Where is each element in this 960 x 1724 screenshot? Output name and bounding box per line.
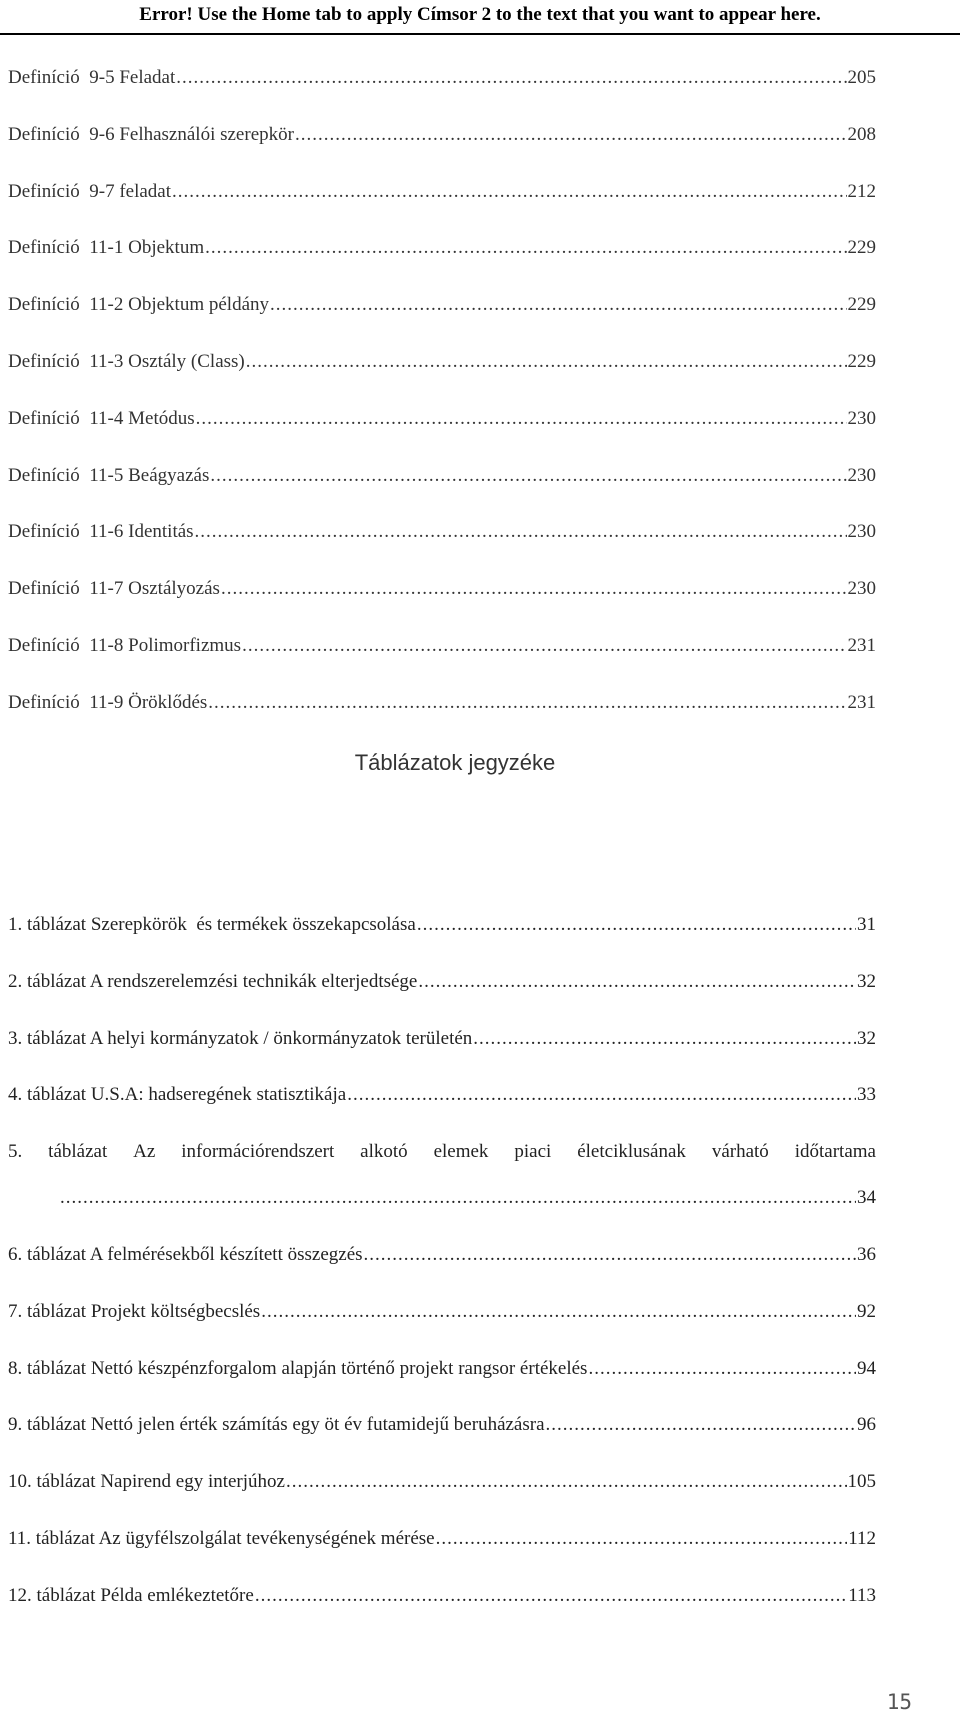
word: időtartama xyxy=(794,1141,876,1163)
entry-label: Definíció 11-9 Öröklődés xyxy=(8,691,208,713)
entry-label-justified xyxy=(8,1137,876,1167)
entry-page: 33 xyxy=(857,1084,876,1106)
dot-leader xyxy=(546,1410,856,1440)
entry-label: Definíció 11-3 Osztály (Class) xyxy=(8,350,245,372)
dot-leader xyxy=(221,574,847,604)
entry-page: 94 xyxy=(857,1357,876,1379)
entry-page: 105 xyxy=(847,1471,876,1493)
entry-label: Definíció 11-1 Objektum xyxy=(8,237,205,259)
dot-leader xyxy=(176,63,846,93)
entry-label: 2. táblázat A rendszerelemzési technikák elterjedtsége xyxy=(8,970,418,992)
entry-page: 230 xyxy=(847,578,876,600)
entry-page: 36 xyxy=(857,1243,876,1265)
toc-entry-definition[interactable] xyxy=(8,404,876,461)
toc-entry-definition[interactable] xyxy=(8,517,876,574)
entry-page: 229 xyxy=(847,237,876,259)
page-number: 15 xyxy=(886,1690,912,1714)
dot-leader xyxy=(261,1297,856,1327)
toc-entry-table-wrapped-line1[interactable] xyxy=(8,1137,876,1183)
dot-leader xyxy=(364,1240,856,1270)
toc-entry-table[interactable] xyxy=(8,910,876,967)
dot-leader xyxy=(347,1080,856,1110)
entry-page: 231 xyxy=(847,634,876,656)
tables-section-title: Táblázatok jegyzéke xyxy=(354,750,556,775)
toc-entry-definition[interactable] xyxy=(8,688,876,745)
toc-entry-table[interactable] xyxy=(8,1410,876,1467)
dot-leader xyxy=(196,404,847,434)
dot-leader xyxy=(295,120,847,150)
entry-label: 11. táblázat Az ügyfélszolgálat tevékenységének mérése xyxy=(8,1527,435,1549)
entry-label: 12. táblázat Példa emlékeztetőre xyxy=(8,1584,254,1606)
entry-label: 10. táblázat Napirend egy interjúhoz xyxy=(8,1471,285,1493)
dot-leader xyxy=(255,1581,847,1611)
entry-label: Definíció 11-4 Metódus xyxy=(8,407,195,429)
dot-leader xyxy=(246,347,847,377)
word: elemek xyxy=(433,1141,489,1163)
entry-page: 32 xyxy=(857,970,876,992)
entry-page: 92 xyxy=(857,1300,876,1322)
dot-leader xyxy=(417,910,856,940)
entry-page: 229 xyxy=(847,294,876,316)
toc-entry-table[interactable] xyxy=(8,1297,876,1354)
entry-page: 230 xyxy=(847,464,876,486)
entry-label: 8. táblázat Nettó készpénzforgalom alapján történő projekt rangsor értékelés xyxy=(8,1357,588,1379)
toc-entry-table-wrapped-line2[interactable] xyxy=(8,1183,876,1240)
word: alkotó xyxy=(360,1141,408,1163)
entry-label: 1. táblázat Szerepkörök és termékek összekapcsolása xyxy=(8,914,416,935)
toc-entry-table[interactable] xyxy=(8,1354,876,1411)
entry-page: 113 xyxy=(848,1584,876,1606)
toc-entry-definition[interactable] xyxy=(8,120,876,177)
dot-leader xyxy=(205,233,846,263)
toc-entry-table[interactable] xyxy=(8,1240,876,1297)
entry-page: 112 xyxy=(848,1527,876,1549)
entry-page: 31 xyxy=(857,914,876,935)
entry-label: 9. táblázat Nettó jelen érték számítás egy öt év futamidejű beruházásra xyxy=(8,1414,545,1436)
toc-entry-table[interactable] xyxy=(8,1467,876,1524)
toc-entry-definition[interactable] xyxy=(8,63,876,120)
entry-page: 34 xyxy=(857,1187,876,1209)
entry-label: 4. táblázat U.S.A: hadseregének statisztikája xyxy=(8,1084,347,1106)
entry-page: 205 xyxy=(847,67,876,88)
dot-leader xyxy=(208,688,846,718)
dot-leader xyxy=(172,177,846,207)
word: várható xyxy=(711,1141,769,1163)
header-divider xyxy=(0,33,960,35)
toc-entry-definition[interactable] xyxy=(8,177,876,234)
entry-label: 7. táblázat Projekt költségbecslés xyxy=(8,1300,261,1322)
toc-entry-table[interactable] xyxy=(8,967,876,1024)
dot-leader xyxy=(210,461,846,491)
entry-label: 6. táblázat A felmérésekből készített összegzés xyxy=(8,1243,363,1265)
toc-entry-definition[interactable] xyxy=(8,233,876,290)
dot-leader xyxy=(588,1354,856,1384)
entry-page: 229 xyxy=(847,350,876,372)
dot-leader xyxy=(473,1024,856,1054)
dot-leader xyxy=(436,1524,848,1554)
toc-entry-definition[interactable] xyxy=(8,347,876,404)
entry-label: Definíció 9-5 Feladat xyxy=(8,67,176,88)
dot-leader xyxy=(60,1183,856,1213)
word: információrendszert xyxy=(181,1141,335,1163)
entry-page: 96 xyxy=(857,1414,876,1436)
entry-label: Definíció 9-6 Felhasználói szerepkör xyxy=(8,123,294,145)
toc-entry-definition[interactable] xyxy=(8,631,876,688)
word: Az xyxy=(133,1141,156,1163)
dot-leader xyxy=(195,517,847,547)
entry-page: 32 xyxy=(857,1027,876,1049)
entry-label: Definíció 11-7 Osztályozás xyxy=(8,578,220,600)
dot-leader xyxy=(270,290,846,320)
toc-entry-table[interactable] xyxy=(8,1581,876,1638)
toc-entry-table[interactable] xyxy=(8,1524,876,1581)
toc-entry-table[interactable] xyxy=(8,1080,876,1137)
entry-page: 230 xyxy=(847,407,876,429)
dot-leader xyxy=(242,631,846,661)
word: életciklusának xyxy=(577,1141,686,1163)
definitions-list xyxy=(8,63,876,745)
word: táblázat xyxy=(48,1141,108,1163)
toc-entry-definition[interactable] xyxy=(8,290,876,347)
entry-label: Definíció 11-2 Objektum példány xyxy=(8,294,270,316)
entry-label: Definíció 11-6 Identitás xyxy=(8,521,194,543)
toc-entry-table[interactable] xyxy=(8,1024,876,1081)
entry-page: 230 xyxy=(847,521,876,543)
dot-leader xyxy=(418,967,856,997)
entry-page: 208 xyxy=(847,123,876,145)
page-header: Error! Use the Home tab to apply Címsor 2 to the text that you want to appear here. xyxy=(139,4,821,25)
entry-label: Definíció 11-8 Polimorfizmus xyxy=(8,634,242,656)
toc-entry-definition[interactable] xyxy=(8,461,876,518)
dot-leader xyxy=(286,1467,847,1497)
tables-list xyxy=(8,910,876,1638)
entry-label: 3. táblázat A helyi kormányzatok / önkormányzatok területén xyxy=(8,1027,473,1049)
entry-label: Definíció 11-5 Beágyazás xyxy=(8,464,210,486)
entry-page: 212 xyxy=(847,180,876,202)
word: piaci xyxy=(514,1141,552,1163)
toc-entry-definition[interactable] xyxy=(8,574,876,631)
word: 5. xyxy=(8,1141,23,1163)
entry-page: 231 xyxy=(847,691,876,713)
entry-label: Definíció 9-7 feladat xyxy=(8,180,172,202)
